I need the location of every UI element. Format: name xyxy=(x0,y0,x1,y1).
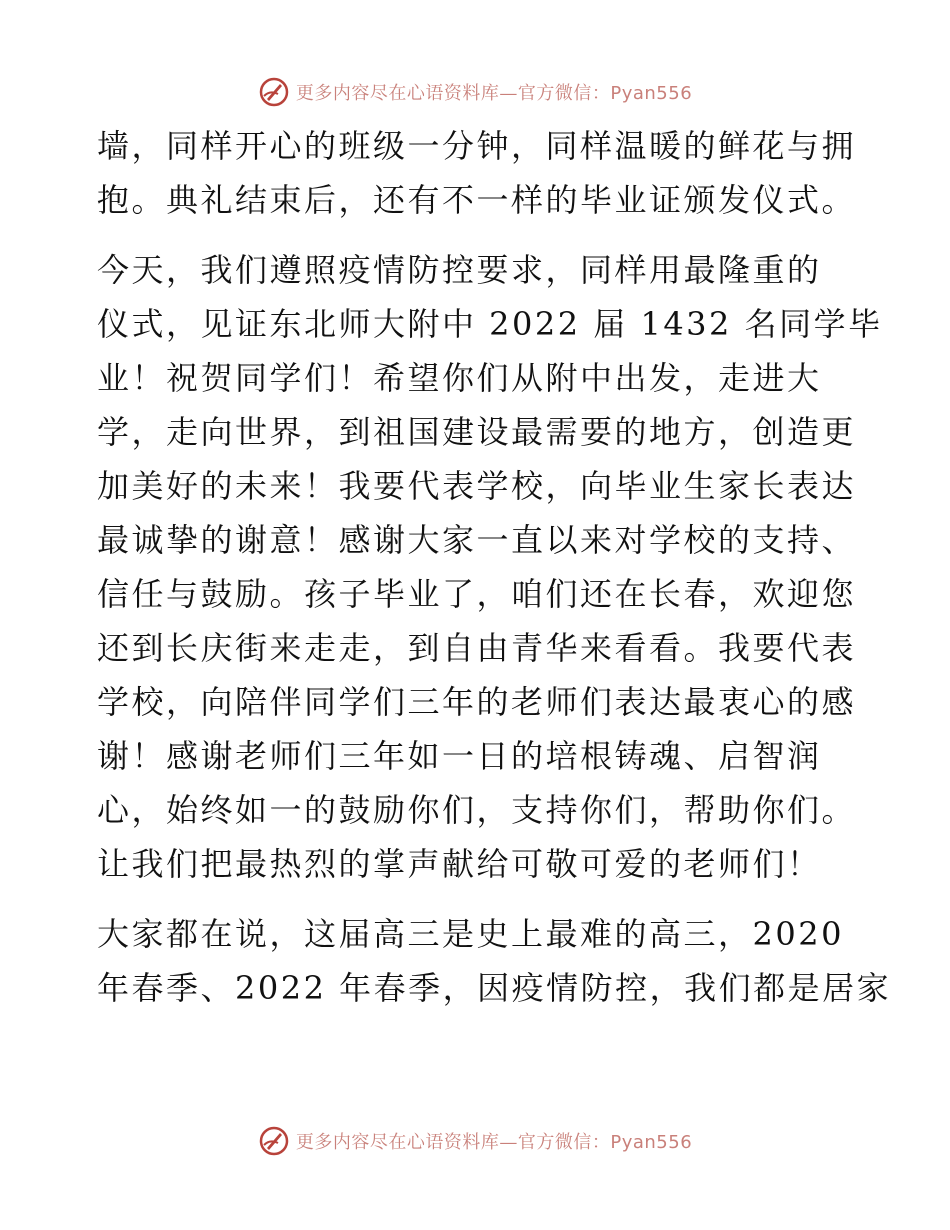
text-line: 学，走向世界，到祖国建设最需要的地方，创造更 xyxy=(97,413,857,451)
paragraph xyxy=(97,119,897,227)
text-line: 让我们把最热烈的掌声献给可敬可爱的老师们！ xyxy=(97,845,822,883)
paragraph xyxy=(97,907,897,1015)
quill-seal-icon xyxy=(258,1125,290,1157)
text-line: 谢！感谢老师们三年如一日的培根铸魂、启智润 xyxy=(97,737,822,775)
text-line: 业！祝贺同学们！希望你们从附中出发，走进大 xyxy=(97,359,822,397)
text-line: 还到长庆街来走走，到自由青华来看看。我要代表 xyxy=(97,629,857,667)
text-line: 信任与鼓励。孩子毕业了，咱们还在长春，欢迎您 xyxy=(97,575,857,613)
text-line: 最诚挚的谢意！感谢大家一直以来对学校的支持、 xyxy=(97,521,857,559)
watermark-text: 更多内容尽在心语资料库—官方微信：Pyan556 xyxy=(295,1132,693,1153)
document-body xyxy=(97,119,897,1015)
watermark-text: 更多内容尽在心语资料库—官方微信：Pyan556 xyxy=(295,83,693,104)
text-line: 加美好的未来！我要代表学校，向毕业生家长表达 xyxy=(97,467,857,505)
paragraph xyxy=(97,243,897,891)
text-line: 抱。典礼结束后，还有不一样的毕业证颁发仪式。 xyxy=(97,181,857,219)
text-line: 心，始终如一的鼓励你们，支持你们，帮助你们。 xyxy=(97,791,857,829)
header-watermark xyxy=(0,72,950,112)
text-line: 大家都在说，这届高三是史上最难的高三，2020 xyxy=(97,915,844,953)
text-line: 墙，同样开心的班级一分钟，同样温暖的鲜花与拥 xyxy=(97,127,857,165)
text-line: 学校，向陪伴同学们三年的老师们表达最衷心的感 xyxy=(97,683,857,721)
text-line: 仪式，见证东北师大附中 2022 届 1432 名同学毕 xyxy=(97,305,883,343)
quill-seal-icon xyxy=(258,76,290,108)
footer-watermark xyxy=(0,1121,950,1161)
text-line: 年春季、2022 年春季，因疫情防控，我们都是居家 xyxy=(97,969,892,1007)
text-line: 今天，我们遵照疫情防控要求，同样用最隆重的 xyxy=(97,251,822,289)
